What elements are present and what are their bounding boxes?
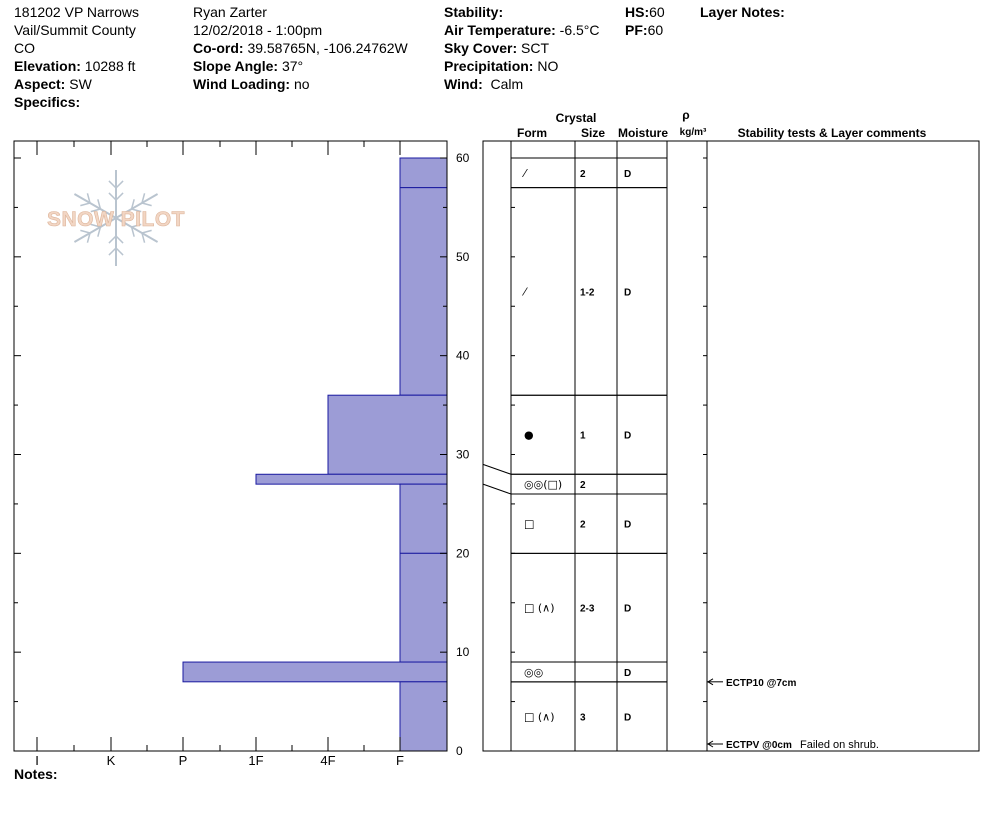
specifics-label: Specifics:: [14, 94, 81, 110]
grain-form-symbol: □: [524, 517, 535, 531]
snowflake-branch: [116, 236, 123, 243]
grain-size-value: 1: [580, 430, 586, 442]
snowflake-branch: [142, 203, 152, 206]
aspect-label: Aspect:: [14, 76, 66, 92]
grain-size-value: 1-2: [580, 287, 595, 299]
depth-tick-label: 40: [456, 348, 470, 363]
moisture-value: D: [624, 667, 632, 679]
moisture-header: Moisture: [617, 126, 669, 140]
depth-tick-label: 20: [456, 546, 470, 561]
layer-connector-line: [483, 464, 511, 474]
grain-form-symbol: ●: [524, 428, 534, 442]
form-header: Form: [517, 126, 547, 140]
pf-value: 60: [647, 22, 664, 38]
stability-label: Stability:: [444, 4, 504, 20]
wind-loading-label: Wind Loading:: [193, 76, 291, 92]
snowflake-branch: [116, 193, 123, 200]
grain-size-value: 3: [580, 712, 586, 724]
slope-value: 37°: [281, 58, 304, 74]
coord-label: Co-ord:: [193, 40, 244, 56]
slope-label: Slope Angle:: [193, 58, 279, 74]
snowflake-branch: [109, 181, 116, 188]
moisture-value: D: [624, 519, 632, 531]
density-unit-header: kg/m³: [679, 127, 707, 138]
hardness-bar: [256, 474, 447, 484]
layer-connector-line: [483, 484, 511, 494]
comments-header: Stability tests & Layer comments: [737, 126, 927, 140]
snowflake-branch: [116, 181, 123, 188]
observer-name: Ryan Zarter: [193, 4, 267, 20]
notes-label: Notes:: [14, 766, 58, 782]
grain-form-symbol: ◎◎: [524, 665, 544, 679]
hardness-tick-label: K: [106, 753, 116, 768]
snowflake-branch: [116, 248, 123, 255]
hardness-bar: [400, 553, 447, 662]
hardness-tick-label: F: [396, 753, 404, 768]
hardness-bar: [183, 662, 447, 682]
precip-label: Precipitation:: [444, 58, 534, 74]
sky-label: Sky Cover:: [444, 40, 518, 56]
depth-tick-label: 10: [456, 645, 470, 660]
coord-value: 39.58765N, -106.24762W: [247, 40, 408, 56]
hs-label: HS:: [625, 4, 650, 20]
depth-tick-label: 60: [456, 151, 470, 165]
grain-form-symbol: ⁄: [524, 285, 526, 299]
observation-datetime: 12/02/2018 - 1:00pm: [193, 22, 323, 38]
hardness-tick-label: I: [35, 753, 39, 768]
moisture-value: D: [624, 603, 632, 615]
pit-title: 181202 VP Narrows: [14, 4, 140, 20]
sky-value: SCT: [521, 40, 550, 56]
hardness-bar: [400, 682, 447, 751]
hardness-bar: [400, 484, 447, 553]
grain-form-symbol: ⁄: [524, 166, 526, 180]
grain-size-value: 2: [580, 168, 586, 180]
grain-form-symbol: □ (∧): [524, 601, 555, 615]
hardness-bar: [328, 395, 447, 474]
layer-table-frame: [483, 141, 979, 751]
moisture-value: D: [624, 287, 632, 299]
snowflake-branch: [109, 248, 116, 255]
snowflake-branch: [109, 193, 116, 200]
hardness-bar: [400, 158, 447, 188]
pf-label: PF:: [625, 22, 648, 38]
stability-test-comment: Failed on shrub.: [800, 739, 879, 751]
stability-test-label: ECTP10 @7cm: [726, 677, 797, 689]
grain-form-symbol: □ (∧): [524, 710, 555, 724]
grain-size-value: 2: [580, 480, 586, 492]
pit-location: Vail/Summit County: [14, 22, 136, 38]
snowflake-branch: [80, 203, 90, 206]
hardness-tick-label: 4F: [320, 753, 336, 768]
hardness-bar: [400, 188, 447, 396]
density-header: ρ: [682, 108, 690, 122]
grain-size-value: 2-3: [580, 603, 595, 615]
wind-label: Wind:: [444, 76, 483, 92]
logo-text: SNOW PILOT: [47, 208, 185, 231]
depth-tick-label: 30: [456, 447, 470, 462]
depth-tick-label: 50: [456, 249, 470, 264]
snowflake-branch: [109, 236, 116, 243]
elevation-value: 10288 ft: [84, 58, 136, 74]
wind-value: Calm: [490, 76, 524, 92]
air-temp-value: -6.5°C: [559, 22, 600, 38]
layer-notes-label: Layer Notes:: [700, 4, 785, 20]
moisture-value: D: [624, 712, 632, 724]
hardness-tick-label: P: [178, 753, 188, 768]
aspect-value: SW: [69, 76, 92, 92]
crystal-header: Crystal: [555, 111, 597, 125]
pit-state: CO: [14, 40, 35, 56]
grain-size-value: 2: [580, 519, 586, 531]
size-header: Size: [580, 126, 606, 140]
hs-value: 60: [649, 4, 665, 20]
depth-tick-label: 0: [456, 744, 463, 758]
stability-test-label: ECTPV @0cm: [726, 740, 792, 751]
precip-value: NO: [537, 58, 559, 74]
grain-form-symbol: ◎◎(□): [524, 478, 563, 492]
wind-loading-value: no: [293, 76, 310, 92]
elevation-label: Elevation:: [14, 58, 81, 74]
hardness-tick-label: 1F: [248, 753, 264, 768]
moisture-value: D: [624, 168, 632, 180]
air-temp-label: Air Temperature:: [444, 22, 556, 38]
moisture-value: D: [624, 430, 632, 442]
